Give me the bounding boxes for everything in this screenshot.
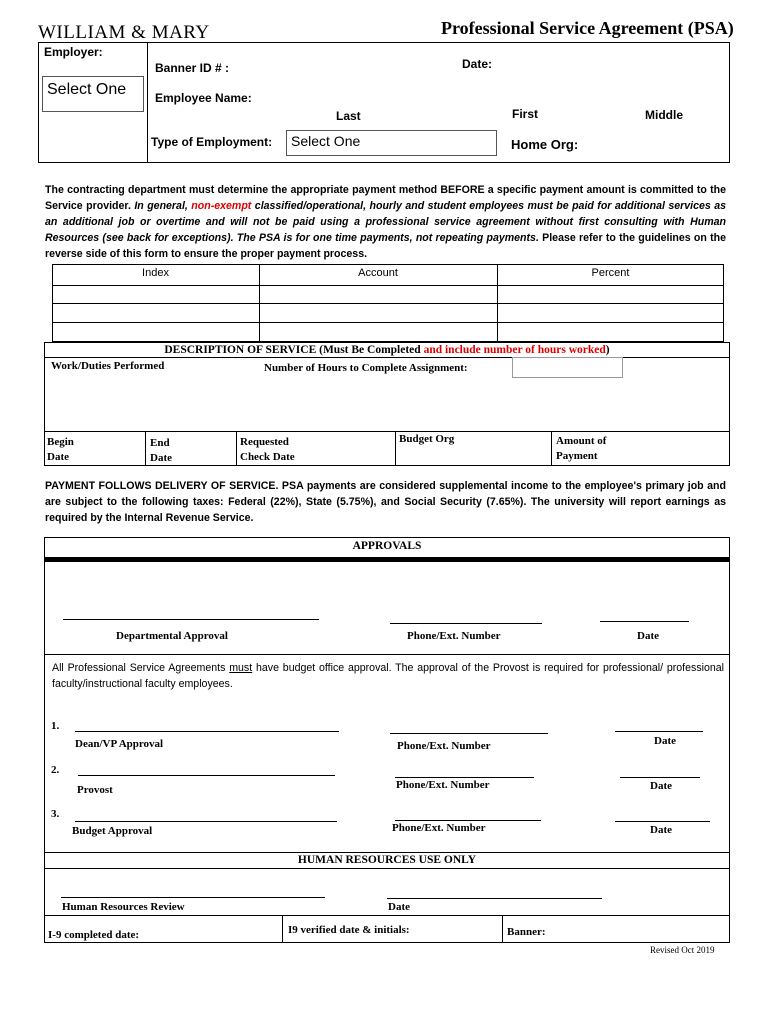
hr-date-label: Date — [388, 901, 410, 913]
type-of-employment-label: Type of Employment: — [151, 135, 273, 149]
page-title: Professional Service Agreement (PSA) — [441, 18, 734, 38]
account-row-2[interactable] — [53, 304, 723, 321]
intro-text-3: Please refer to the guidelines on the reverse side of this form to ensure the proper payment process. — [45, 232, 726, 260]
date-label: Date: — [462, 57, 493, 71]
intro-text-2a: In general, — [134, 200, 188, 212]
middle-label: Middle — [645, 108, 683, 122]
intro-text-1: The contracting department must determine the appropriate payment method BEFORE a specific payment amount is committed to the Service provider. — [45, 184, 726, 212]
index-header: Index — [142, 267, 169, 279]
end-date-label: End Date — [150, 437, 172, 464]
phone-ext-label-3: Phone/Ext. Number — [396, 779, 490, 791]
intro-paragraph — [45, 182, 726, 262]
percent-header: Percent — [591, 267, 630, 279]
approvals-note: All Professional Service Agreements must have budget office approval. The approval of the Provost is required for professional/ professional faculty/instructional faculty employees. — [52, 662, 724, 690]
account-row-1[interactable] — [53, 286, 723, 302]
hours-input[interactable] — [512, 357, 623, 378]
work-duties-input[interactable] — [46, 378, 728, 430]
banner-label: Banner: — [507, 926, 546, 938]
employer-label: Employer: — [44, 45, 103, 59]
provost-label: Provost — [77, 784, 113, 796]
begin-date-label: Begin Date — [47, 436, 74, 463]
revised-date: Revised Oct 2019 — [650, 945, 715, 955]
account-row-3[interactable] — [53, 323, 723, 341]
phone-ext-label-2: Phone/Ext. Number — [397, 740, 491, 752]
approvals-title: APPROVALS — [352, 540, 422, 552]
home-org-label: Home Org: — [511, 137, 579, 152]
phone-ext-label-1: Phone/Ext. Number — [407, 630, 501, 642]
budget-approval-label: Budget Approval — [72, 825, 153, 837]
date-label-4: Date — [650, 824, 672, 836]
hours-label: Number of Hours to Complete Assignment: — [264, 362, 468, 374]
employee-name-label: Employee Name: — [155, 91, 252, 105]
intro-text-2c: classified/operational, hourly and student employees must be paid for additional services as an additional job or overtime and will not be paid using a professional service agreement without first consulting with Human Resources (see back for exceptions). The PSA is for one time payments, not repeating payments. — [45, 200, 726, 244]
requested-check-date-label: Requested Check Date — [240, 436, 295, 463]
intro-non-exempt: non-exempt — [191, 200, 252, 212]
date-label-3: Date — [650, 780, 672, 792]
banner-id-label: Banner ID # : — [155, 61, 230, 75]
approvals-divider — [44, 557, 730, 562]
account-header: Account — [358, 267, 398, 279]
approval-number-3: 3. — [51, 808, 60, 820]
date-label-1: Date — [637, 630, 659, 642]
first-label: First — [512, 107, 539, 121]
departmental-approval-label: Departmental Approval — [116, 630, 228, 642]
amount-of-payment-label: Amount of Payment — [556, 435, 607, 462]
hr-title: HUMAN RESOURCES USE ONLY — [297, 854, 477, 866]
i9-completed-label: I-9 completed date: — [48, 929, 140, 941]
last-label: Last — [336, 109, 361, 123]
work-duties-label: Work/Duties Performed — [51, 360, 165, 372]
type-of-employment-select[interactable]: Select One — [286, 130, 497, 156]
phone-ext-label-4: Phone/Ext. Number — [392, 822, 486, 834]
employer-select[interactable]: Select One — [42, 76, 144, 112]
i9-verified-label: I9 verified date & initials: — [288, 924, 410, 936]
date-label-2: Date — [654, 735, 676, 747]
logo: WILLIAM & MARY — [38, 22, 210, 43]
budget-org-label: Budget Org — [399, 433, 455, 445]
dean-vp-approval-label: Dean/VP Approval — [75, 738, 164, 750]
approval-number-1: 1. — [51, 720, 60, 732]
hr-review-label: Human Resources Review — [62, 901, 185, 913]
service-title: DESCRIPTION OF SERVICE (Must Be Completed and include number of hours worked) — [164, 344, 610, 356]
payment-note: PAYMENT FOLLOWS DELIVERY OF SERVICE. PSA payments are considered supplemental income to the employee's primary job and are subject to the following taxes: Federal (22%), State (5.75%), and Social Security (7.65%). The university will report earnings as required by the Internal Revenue Service. — [45, 480, 726, 524]
approval-number-2: 2. — [51, 764, 60, 776]
